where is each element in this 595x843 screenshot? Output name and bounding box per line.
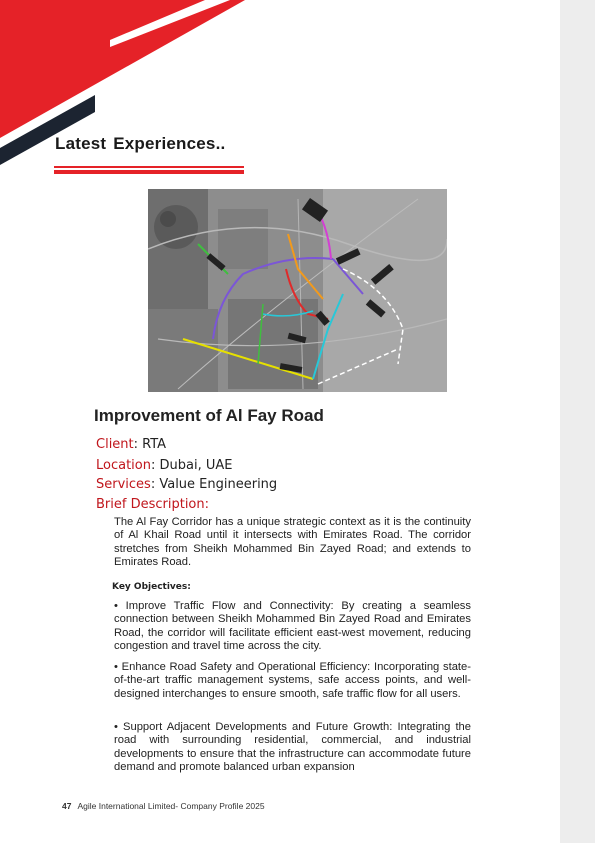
title-underline-thick (54, 170, 244, 174)
page-footer (62, 801, 265, 811)
objective-item: • Improve Traffic Flow and Connectivity: By creating a seamless connection between Sheikh Mohammed Bin Zayed Road and Emirates Road, the corridor will facilitate efficient east-west movement, reducing congestion and travel time across the city. (114, 600, 471, 653)
client-label: Client (96, 437, 134, 452)
client-value: : RTA (133, 437, 167, 452)
location-line (96, 458, 232, 473)
location-label: Location (96, 458, 151, 473)
project-title: Improvement of Al Fay Road (94, 406, 324, 425)
brief-label: Brief Description: (96, 497, 210, 512)
brief-line (96, 497, 209, 512)
title-underline (54, 166, 244, 168)
project-map-image (148, 189, 447, 392)
side-margin-strip (560, 0, 595, 843)
section-title: Latest Experiences.. (55, 134, 226, 153)
services-label: Services (96, 477, 151, 492)
key-objectives-heading: Key Objectives: (112, 582, 191, 592)
services-line (96, 477, 277, 492)
page-number: 47 (62, 801, 72, 811)
services-value: : Value Engineering (150, 477, 278, 492)
objective-item: • Enhance Road Safety and Operational Efficiency: Incorporating state-of-the-art traffic management systems, safe access points, and well-designed interchanges to ensure smooth, safe traffic flow for all users. (114, 661, 471, 700)
client-line (96, 437, 166, 452)
footer-text: Agile International Limited- Company Profile 2025 (77, 801, 265, 811)
brief-description: The Al Fay Corridor has a unique strategic context as it is the continuity of Al Khail Road until it intersects with Emirates Road. The corridor stretches from Sheikh Mohammed Bin Zayed Road; and extends to Emirates Road. (114, 516, 471, 569)
location-value: : Dubai, UAE (150, 458, 233, 473)
objective-item: • Support Adjacent Developments and Future Growth: Integrating the road with surrounding residential, commercial, and industrial developments to ensure that the infrastructure can accommodate future demand and promote balanced urban expansion (114, 721, 471, 774)
